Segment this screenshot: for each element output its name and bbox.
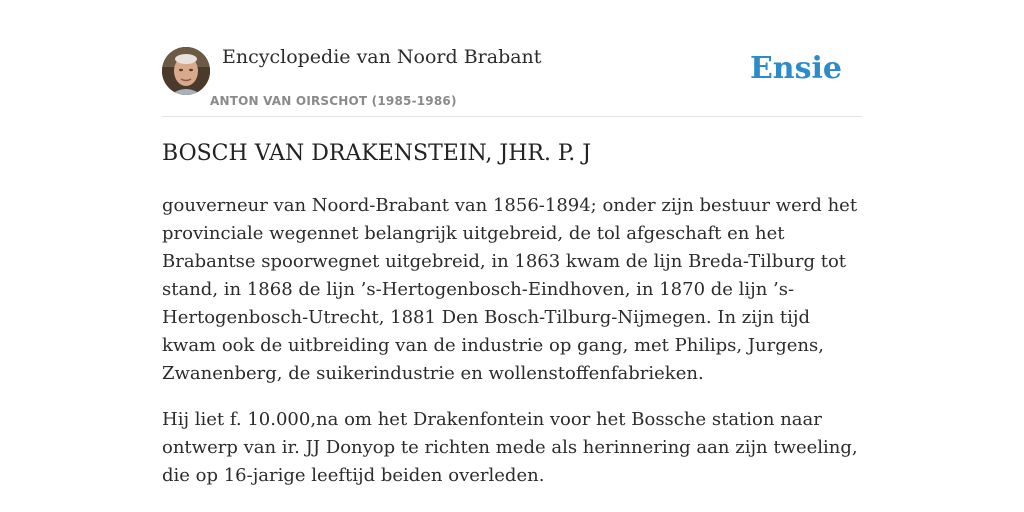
entry-header [162,0,862,117]
entry-body [162,192,862,508]
brand-logo[interactable]: Ensie [749,51,842,86]
entry-paragraph: Hij liet f. 10.000,na om het Drakenfontein voor het Bossche station naar ontwerp van ir. JJ Donyop te richten mede als herinnering aan zijn tweeling, die op 16-jarige leeftijd beiden overleden. [162,409,858,486]
entry-title: BOSCH VAN DRAKENSTEIN, JHR. P. J [162,141,592,166]
author-portrait-icon [162,47,210,95]
author-avatar[interactable] [162,47,210,95]
entry-card [162,0,862,512]
entry-paragraph: gouverneur van Noord-Brabant van 1856-1894; onder zijn bestuur werd het provinciale wegennet belangrijk uitgebreid, de tol afgeschaft en het Brabantse spoorwegnet uitgebreid, in 1863 kwam de lijn Breda-Tilburg tot stand, in 1868 de lijn ’s-Hertogenbosch-Eindhoven, in 1870 de lijn ’s-Hertogenbosch-Utrecht, 1881 Den Bosch-Tilburg-Nijmegen. In zijn tijd kwam ook de uitbreiding van de industrie op gang, met Philips, Jurgens, Zwanenberg, de suikerindustrie en wollenstoffenfabrieken. [162,195,858,384]
author-name[interactable]: ANTON VAN OIRSCHOT (1985-1986) [210,94,457,108]
source-title[interactable]: Encyclopedie van Noord Brabant [222,46,542,68]
